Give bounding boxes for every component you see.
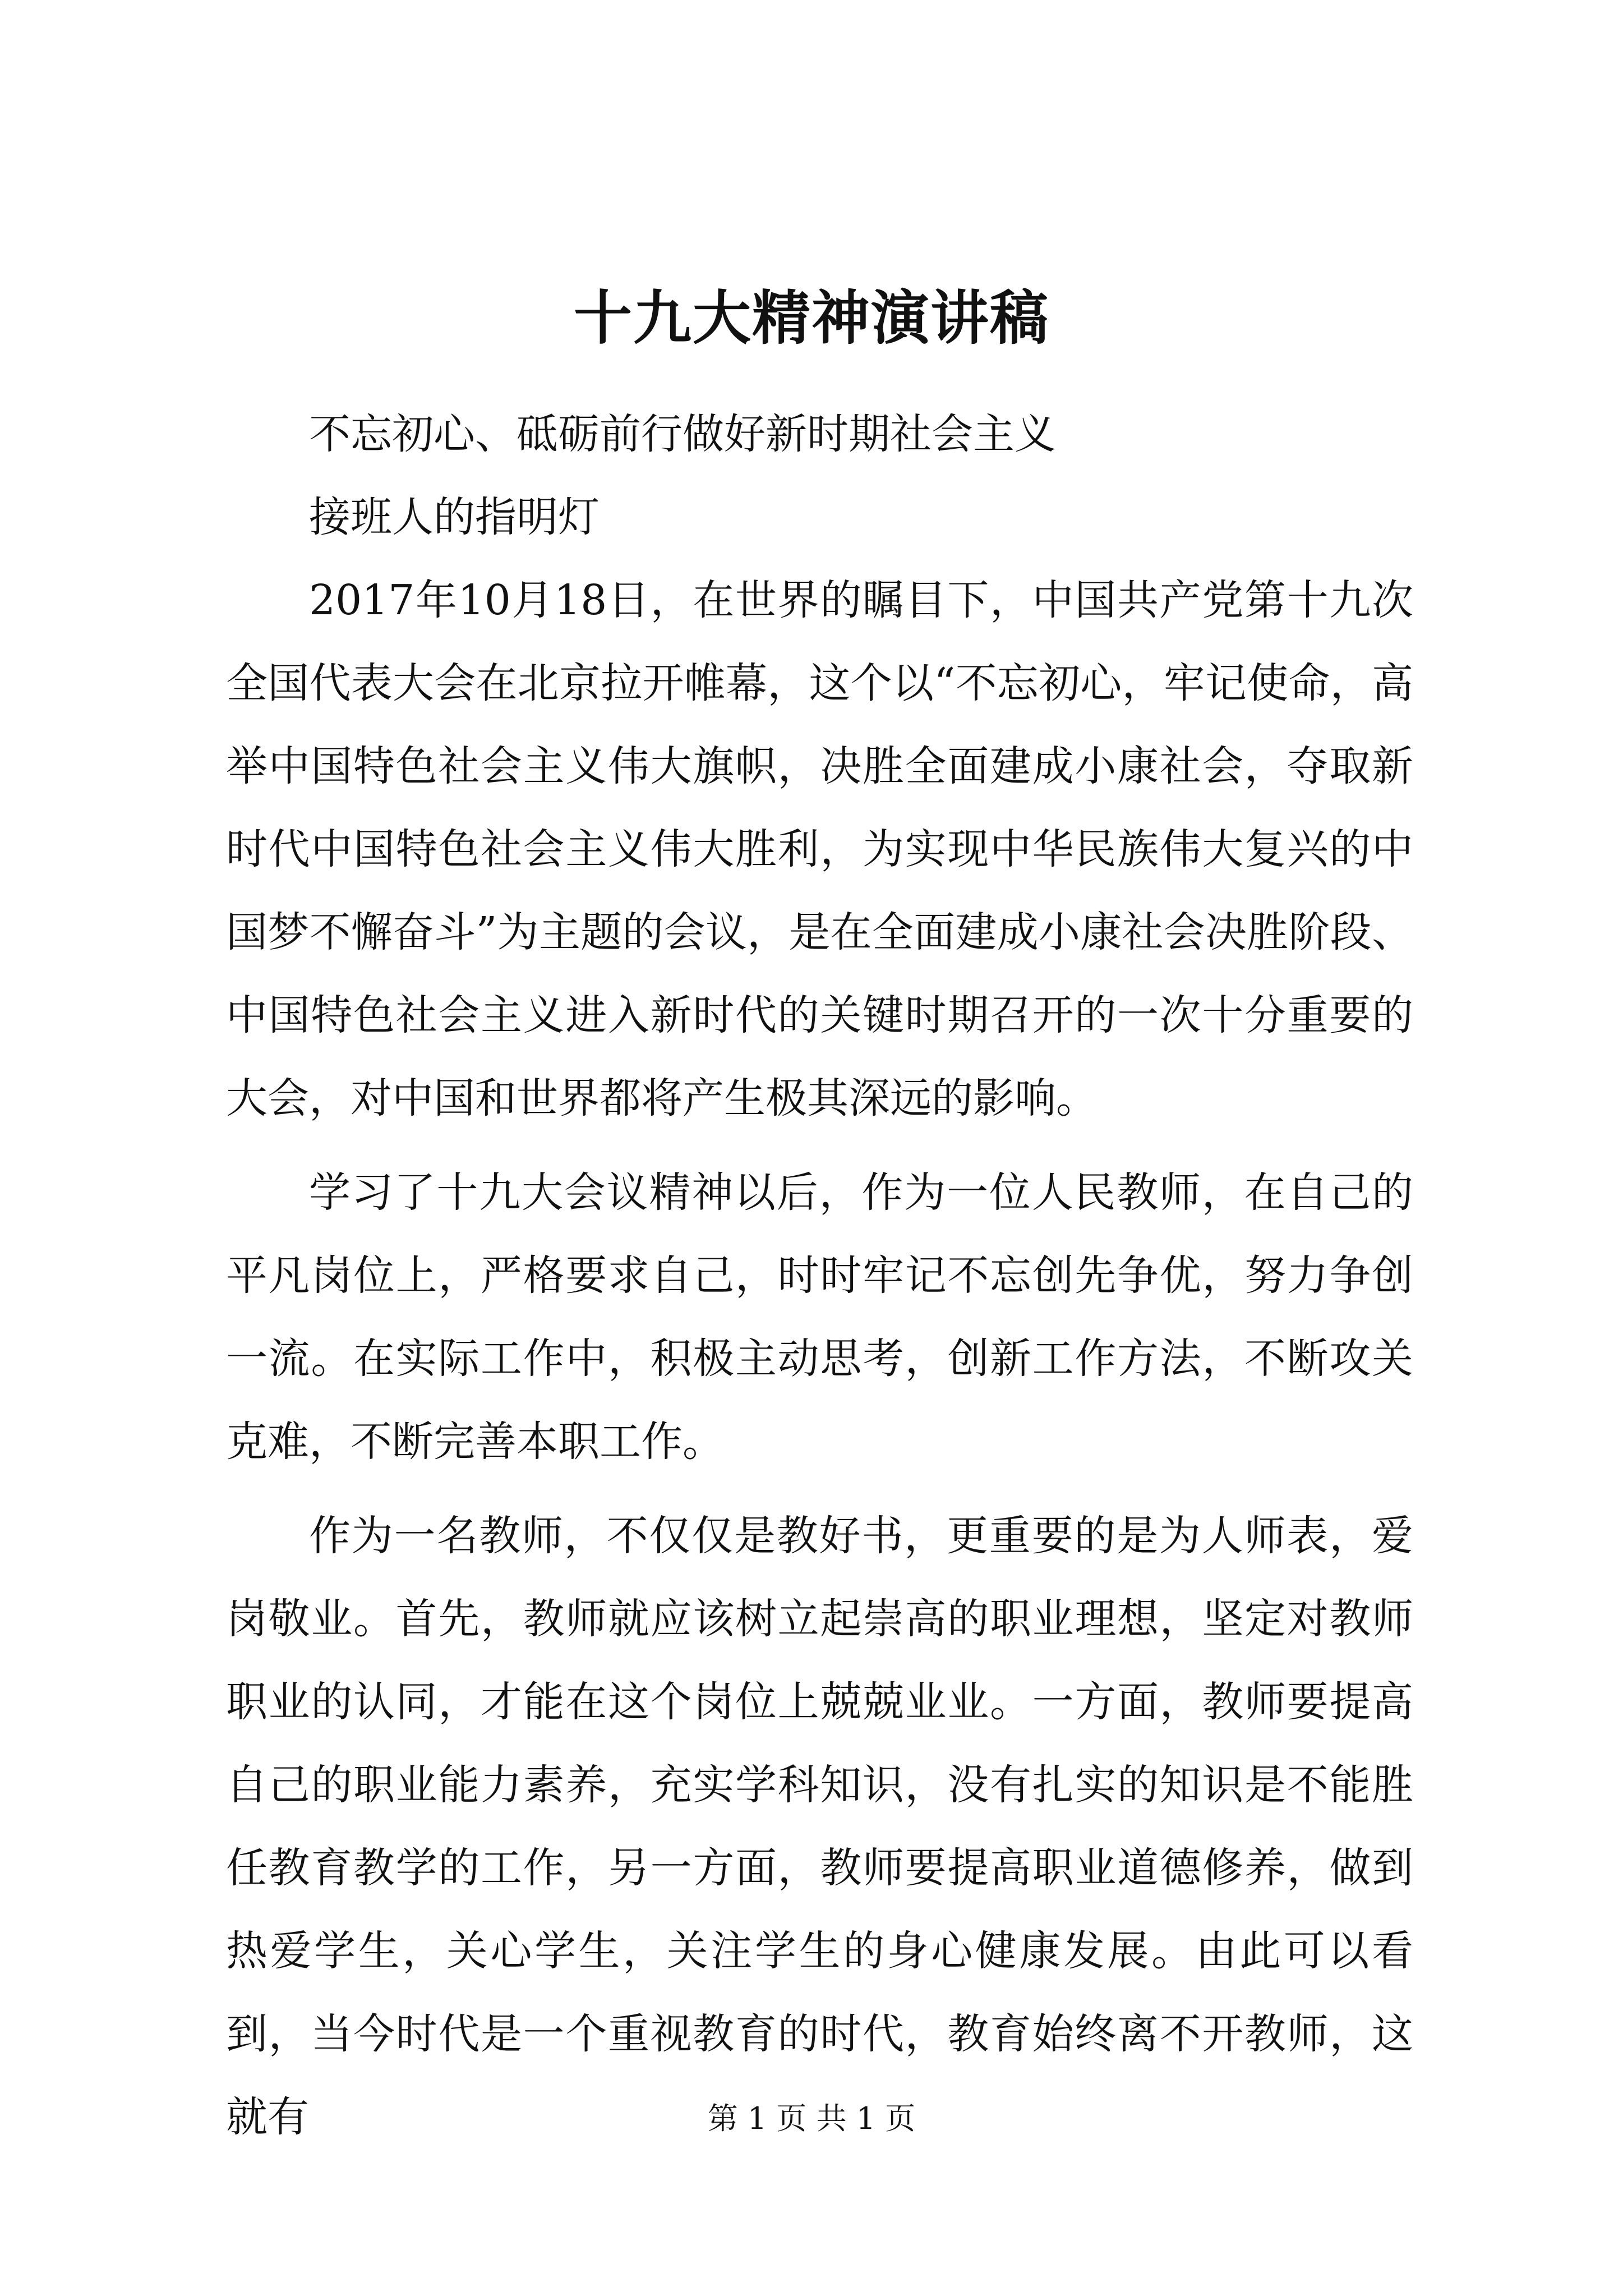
- body-paragraph: 2017年10月18日，在世界的瞩目下，中国共产党第十九次全国代表大会在北京拉开帷幕，这个以“不忘初心，牢记使命，高举中国特色社会主义伟大旗帜，决胜全面建成小康社会，夺取新时代中国特色社会主义伟大胜利，为实现中华民族伟大复兴的中国梦不懈奋斗”为主题的会议，是在全面建成小康社会决胜阶段、中国特色社会主义进入新时代的关键时期召开的一次十分重要的大会，对中国和世界都将产生极其深远的影响。: [226, 576, 1413, 1122]
- page-footer: 第 1 页 共 1 页: [707, 2101, 916, 2136]
- body-paragraph: 作为一名教师，不仅仅是教好书，更重要的是为人师表，爱岗敬业。首先，教师就应该树立起崇高的职业理想，坚定对教师职业的认同，才能在这个岗位上兢兢业业。一方面，教师要提高自己的职业能力素养，充实学科知识，没有扎实的知识是不能胜任教育教学的工作，另一方面，教师要提高职业道德修养，做到热爱学生，关心学生，关注学生的身心健康发展。由此可以看到，当今时代是一个重视教育的时代，教育始终离不开教师，这就有: [226, 1512, 1413, 2141]
- subtitle-line-2: 接班人的指明灯: [309, 493, 600, 541]
- subtitle-line-1: 不忘初心、砥砺前行做好新时期社会主义: [309, 410, 1056, 458]
- body-paragraph: 学习了十九大会议精神以后，作为一位人民教师，在自己的平凡岗位上，严格要求自己，时时牢记不忘创先争优，努力争创一流。在实际工作中，积极主动思考，创新工作方法，不断攻关克难，不断完善本职工作。: [226, 1168, 1413, 1466]
- document-title: 十九大精神演讲稿: [573, 283, 1049, 352]
- document-body: [226, 393, 1413, 2159]
